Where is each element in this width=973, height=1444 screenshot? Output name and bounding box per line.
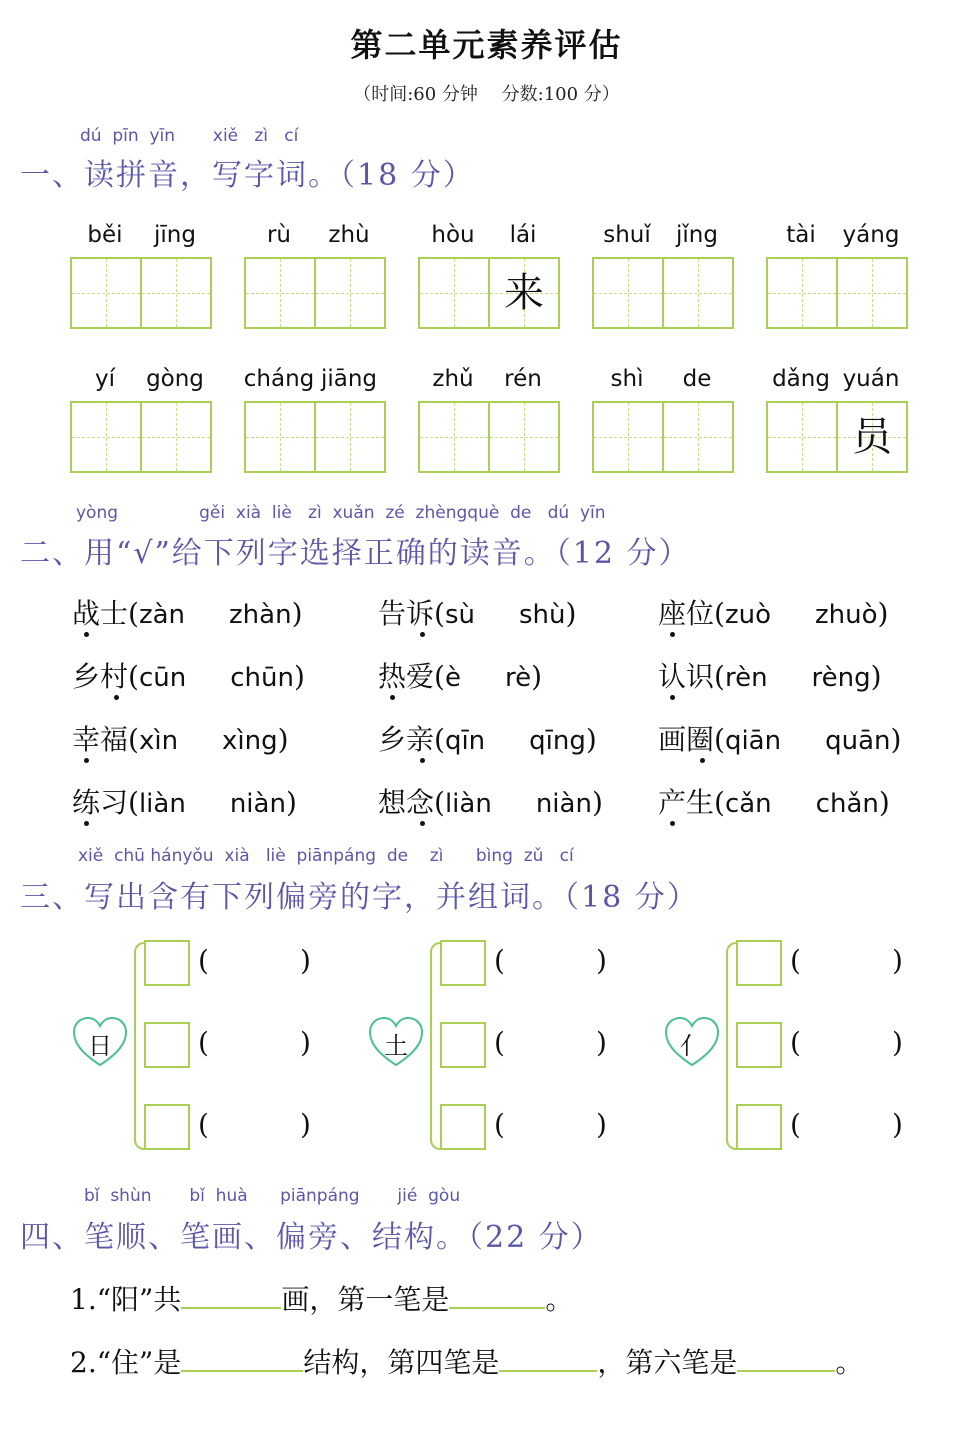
hint-syllable: bǐ	[189, 1186, 205, 1206]
paren-close: )	[870, 660, 882, 693]
paren-open: (	[494, 1108, 505, 1141]
hint-syllable: bǐ	[84, 1186, 100, 1206]
radical-label: 土	[384, 1032, 408, 1060]
answer-blank[interactable]	[737, 1360, 835, 1372]
section3-heading: 三、写出含有下列偏旁的字，并组词。（18 分）	[20, 880, 699, 915]
word: 战士	[72, 597, 129, 630]
paren-open: (	[494, 1026, 505, 1059]
q2-text-a: 2.“住”是	[70, 1346, 182, 1379]
word: 幸福	[72, 723, 129, 756]
word: 告诉	[378, 597, 435, 630]
pinyin-syllable: tài	[786, 222, 816, 248]
paren-open: (	[714, 786, 725, 819]
writing-grid-cell[interactable]	[244, 257, 316, 329]
pinyin-syllable: zhù	[328, 222, 370, 248]
paren-open: (	[434, 660, 445, 693]
option-b[interactable]: qīng	[529, 726, 586, 756]
hint-syllable: piān	[280, 1186, 317, 1206]
given-character	[490, 403, 558, 471]
paren-close: )	[591, 786, 603, 819]
paren-open: (	[790, 944, 801, 977]
paren-close: )	[890, 723, 902, 756]
emphasis-dot	[670, 632, 675, 637]
hint-syllable: zì	[308, 503, 322, 523]
pinyin-syllable: shuǐ	[603, 222, 651, 248]
option-b[interactable]: chūn	[230, 663, 294, 693]
hint-syllable: xiě	[212, 126, 239, 146]
writing-grid-cell[interactable]	[140, 257, 212, 329]
word: 画圈	[658, 723, 715, 756]
pinyin-syllable: cháng	[243, 366, 315, 392]
hint-syllable: de	[510, 503, 532, 523]
word: 练习	[72, 786, 129, 819]
paren-close: )	[877, 597, 889, 630]
paren-open: (	[128, 723, 139, 756]
option-b[interactable]: xìng	[222, 726, 278, 756]
hint-syllable: bìng	[475, 846, 513, 866]
hint-syllable: zì	[429, 846, 444, 866]
emphasis-dot	[390, 695, 395, 700]
paren-close: )	[596, 1026, 607, 1059]
hint-syllable: zhèng	[415, 503, 468, 523]
writing-grid-cell[interactable]	[70, 257, 142, 329]
pronunciation-item	[658, 718, 901, 758]
pinyin-syllable: zhǔ	[432, 366, 474, 392]
page-title: 第二单元素养评估	[350, 26, 623, 64]
word: 认识	[658, 660, 715, 693]
question-4-1	[70, 1278, 573, 1318]
pronunciation-item	[72, 781, 297, 821]
hint-syllable: zì	[254, 126, 269, 146]
hint-syllable: gòu	[428, 1186, 461, 1206]
paren-open: (	[128, 660, 139, 693]
character-box[interactable]	[144, 940, 190, 986]
given-character	[420, 259, 488, 327]
word-answer-area[interactable]	[217, 1028, 297, 1062]
option-a[interactable]: qiān	[724, 726, 782, 756]
writing-grid-cell[interactable]	[662, 257, 734, 329]
given-character: 员	[852, 414, 892, 460]
answer-blank[interactable]	[499, 1360, 597, 1372]
paren-close: )	[892, 1026, 903, 1059]
pinyin-syllable: jīng	[154, 222, 196, 248]
word: 座位	[658, 597, 715, 630]
given-character	[768, 259, 836, 327]
section4-pinyin-hint	[84, 1186, 460, 1206]
pinyin-syllable: yí	[94, 366, 115, 392]
option-a[interactable]: cūn	[138, 663, 187, 693]
hint-syllable: yīn	[579, 503, 606, 523]
writing-grid-cell[interactable]	[766, 257, 838, 329]
option-a[interactable]: liàn	[138, 789, 186, 819]
paren-open: (	[434, 723, 445, 756]
q2-text-c: ，第六笔是	[597, 1346, 738, 1379]
given-character	[142, 403, 210, 471]
paren-close: )	[291, 597, 303, 630]
option-a[interactable]: zuò	[724, 600, 771, 630]
paren-open: (	[714, 723, 725, 756]
character-box[interactable]	[440, 1104, 486, 1150]
hint-syllable: liè	[265, 846, 286, 866]
radical-heart	[368, 1016, 424, 1068]
paren-close: )	[293, 660, 305, 693]
word-answer-area[interactable]	[513, 1028, 593, 1062]
section1-heading: 一、读拼音，写字词。（18 分）	[20, 158, 475, 193]
given-character	[664, 259, 732, 327]
emphasis-dot	[114, 695, 119, 700]
paren-open: (	[198, 1108, 209, 1141]
option-a[interactable]: sù	[444, 600, 475, 630]
writing-grid-cell[interactable]	[488, 401, 560, 473]
given-character	[594, 259, 662, 327]
option-b[interactable]: rè	[504, 663, 532, 693]
paren-open: (	[494, 944, 505, 977]
radical-label: 亻	[680, 1032, 704, 1060]
writing-grid-cell[interactable]	[314, 257, 386, 329]
section2-pinyin-hint	[76, 503, 606, 523]
pronunciation-item	[658, 781, 890, 821]
writing-grid-cell[interactable]	[766, 401, 838, 473]
word: 产生	[658, 786, 715, 819]
paren-open: (	[714, 660, 725, 693]
option-a[interactable]: liàn	[444, 789, 492, 819]
writing-grid-cell[interactable]	[836, 401, 908, 473]
paren-close: )	[565, 597, 577, 630]
paren-close: )	[300, 944, 311, 977]
paren-close: )	[892, 944, 903, 977]
paren-open: (	[198, 944, 209, 977]
given-character	[72, 259, 140, 327]
answer-blank[interactable]	[449, 1297, 545, 1309]
option-a[interactable]: è	[444, 663, 461, 693]
emphasis-dot	[420, 632, 425, 637]
pronunciation-item	[72, 592, 303, 632]
answer-blank[interactable]	[181, 1360, 303, 1372]
character-box[interactable]	[440, 1022, 486, 1068]
hint-syllable: de	[386, 846, 409, 866]
word-answer-area[interactable]	[217, 946, 297, 980]
hint-syllable: yīn	[149, 126, 176, 146]
emphasis-dot	[420, 758, 425, 763]
writing-grid-cell[interactable]	[592, 257, 664, 329]
paren-open: (	[714, 597, 725, 630]
q1-text-b: 画，第一笔是	[281, 1283, 450, 1316]
pinyin-syllable: shì	[610, 366, 644, 392]
pinyin-syllable: rù	[266, 222, 292, 248]
hint-syllable: xià	[235, 503, 262, 523]
section2-heading: 二、用“√”给下列字选择正确的读音。（12 分）	[20, 536, 691, 571]
radical-heart	[664, 1016, 720, 1068]
character-box[interactable]	[440, 940, 486, 986]
word: 热爱	[378, 660, 435, 693]
emphasis-dot	[670, 821, 675, 826]
q1-text-c: 。	[545, 1283, 574, 1316]
pronunciation-item	[658, 592, 888, 632]
emphasis-dot	[420, 821, 425, 826]
radical-label: 日	[88, 1032, 112, 1060]
paren-open: (	[128, 786, 139, 819]
paren-close: )	[531, 660, 543, 693]
q1-text-a: 1.“阳”共	[70, 1283, 182, 1316]
hint-syllable: huà	[215, 1186, 248, 1206]
pronunciation-item	[658, 655, 882, 695]
writing-grid-cell[interactable]	[418, 257, 490, 329]
word-answer-area[interactable]	[809, 1028, 889, 1062]
given-character	[316, 403, 384, 471]
pinyin-syllable: běi	[87, 222, 123, 248]
writing-grid-cell[interactable]	[488, 257, 560, 329]
hint-syllable: páng	[316, 1186, 360, 1206]
character-box[interactable]	[144, 1104, 190, 1150]
word-answer-area[interactable]	[809, 1110, 889, 1144]
hint-syllable: páng	[333, 846, 377, 866]
pinyin-syllable: hòu	[431, 222, 475, 248]
hint-syllable: xiě	[78, 846, 104, 866]
hint-syllable: dú	[80, 126, 102, 146]
hint-syllable: què	[467, 503, 500, 523]
option-a[interactable]: cǎn	[724, 789, 772, 819]
character-box[interactable]	[736, 1022, 782, 1068]
question-4-2	[70, 1341, 863, 1381]
writing-grid-cell[interactable]	[418, 401, 490, 473]
hint-syllable: piān	[296, 846, 334, 866]
writing-grid-cell[interactable]	[70, 401, 142, 473]
q2-text-b: 结构，第四笔是	[303, 1346, 500, 1379]
paren-open: (	[790, 1108, 801, 1141]
hint-syllable: liè	[271, 503, 292, 523]
word-answer-area[interactable]	[217, 1110, 297, 1144]
emphasis-dot	[700, 758, 705, 763]
option-a[interactable]: zàn	[138, 600, 186, 630]
emphasis-dot	[84, 821, 89, 826]
word: 想念	[378, 786, 435, 819]
hint-syllable: pīn	[112, 126, 139, 146]
hint-syllable: zǔ	[523, 846, 544, 866]
paren-close: )	[277, 723, 289, 756]
hint-syllable: cí	[559, 846, 574, 866]
given-character	[664, 403, 732, 471]
hint-syllable: cí	[284, 126, 299, 146]
option-b[interactable]: niàn	[229, 789, 286, 819]
given-character	[420, 403, 488, 471]
word: 乡村	[72, 660, 129, 693]
writing-grid-cell[interactable]	[836, 257, 908, 329]
paren-close: )	[892, 1108, 903, 1141]
pinyin-syllable: lái	[509, 222, 537, 248]
section3-pinyin-hint	[78, 846, 574, 866]
pinyin-syllable: yuán	[842, 366, 900, 392]
writing-grid-cell[interactable]	[244, 401, 316, 473]
given-character	[72, 403, 140, 471]
paren-close: )	[300, 1026, 311, 1059]
hint-syllable: xuǎn	[332, 503, 375, 523]
given-character	[142, 259, 210, 327]
word: 乡亲	[378, 723, 435, 756]
radical-heart	[72, 1016, 128, 1068]
pronunciation-item	[378, 592, 576, 632]
paren-open: (	[790, 1026, 801, 1059]
emphasis-dot	[84, 632, 89, 637]
section1-pinyin-hint	[80, 126, 298, 146]
hint-syllable: shùn	[110, 1186, 152, 1206]
word-answer-area[interactable]	[513, 1110, 593, 1144]
paren-close: )	[585, 723, 597, 756]
hint-syllable: gěi	[199, 503, 226, 523]
hint-syllable: chū	[114, 846, 145, 866]
answer-blank[interactable]	[181, 1297, 281, 1309]
paren-close: )	[596, 1108, 607, 1141]
given-character	[246, 259, 314, 327]
q2-text-d: 。	[835, 1346, 864, 1379]
option-b[interactable]: shù	[518, 600, 566, 630]
emphasis-dot	[84, 758, 89, 763]
option-a[interactable]: qīn	[444, 726, 486, 756]
hint-syllable: dú	[547, 503, 570, 523]
option-a[interactable]: xìn	[138, 726, 179, 756]
hint-syllable: yòng	[76, 503, 119, 523]
pinyin-syllable: jiāng	[320, 366, 378, 392]
option-a[interactable]: rèn	[724, 663, 768, 693]
option-b[interactable]: quān	[825, 726, 891, 756]
option-b[interactable]: niàn	[535, 789, 592, 819]
paren-open: (	[434, 786, 445, 819]
pronunciation-item	[72, 655, 305, 695]
paren-open: (	[128, 597, 139, 630]
given-character	[838, 259, 906, 327]
given-character	[316, 259, 384, 327]
word-answer-area[interactable]	[809, 946, 889, 980]
paren-close: )	[596, 944, 607, 977]
hint-syllable: xià	[224, 846, 250, 866]
word-answer-area[interactable]	[513, 946, 593, 980]
hint-syllable: jié	[397, 1186, 418, 1206]
paren-close: )	[300, 1108, 311, 1141]
paren-open: (	[434, 597, 445, 630]
writing-grid-cell[interactable]	[592, 401, 664, 473]
section4-heading: 四、笔顺、笔画、偏旁、结构。（22 分）	[20, 1220, 603, 1255]
hint-syllable: zé	[385, 503, 405, 523]
pronunciation-item	[72, 718, 289, 758]
hint-syllable: hán	[150, 846, 183, 866]
writing-grid-cell[interactable]	[140, 401, 212, 473]
paren-close: )	[878, 786, 890, 819]
option-b[interactable]: zhuò	[815, 600, 878, 630]
pinyin-syllable: rén	[504, 366, 542, 392]
paren-close: )	[285, 786, 297, 819]
paren-open: (	[198, 1026, 209, 1059]
given-character	[768, 403, 836, 471]
pinyin-syllable: gòng	[146, 366, 204, 392]
emphasis-dot	[670, 695, 675, 700]
writing-grid-cell[interactable]	[662, 401, 734, 473]
pinyin-syllable: jǐng	[676, 222, 718, 248]
character-box[interactable]	[736, 940, 782, 986]
pinyin-syllable: dǎng	[772, 366, 830, 392]
character-box[interactable]	[144, 1022, 190, 1068]
option-b[interactable]: chǎn	[815, 789, 879, 819]
given-character: 来	[504, 270, 544, 316]
pinyin-syllable: de	[682, 366, 712, 392]
option-b[interactable]: zhàn	[229, 600, 292, 630]
given-character	[594, 403, 662, 471]
character-box[interactable]	[736, 1104, 782, 1150]
writing-grid-cell[interactable]	[314, 401, 386, 473]
pinyin-syllable: yáng	[842, 222, 900, 248]
pronunciation-item	[378, 655, 542, 695]
pronunciation-item	[378, 781, 603, 821]
hint-syllable: yǒu	[182, 846, 214, 866]
given-character	[246, 403, 314, 471]
option-b[interactable]: rèng	[811, 663, 871, 693]
pronunciation-item	[378, 718, 597, 758]
time-score-info: （时间:60 分钟 分数:100 分）	[353, 84, 620, 105]
